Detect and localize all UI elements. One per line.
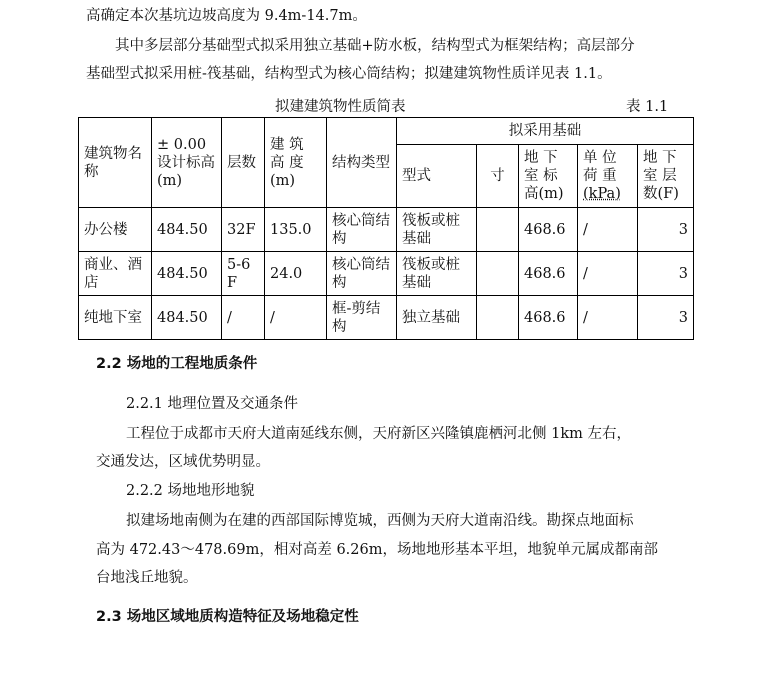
cell-basement-elev: 468.6 — [519, 296, 578, 340]
cell-height: / — [265, 296, 327, 340]
cell-name: 商业、酒店 — [79, 252, 152, 296]
header-foundation: 拟采用基础 — [397, 118, 694, 145]
cell-structure: 框-剪结构 — [327, 296, 397, 340]
section-2-2-1-line-2: 交通发达，区域优势明显。 — [96, 454, 270, 470]
cell-size — [477, 296, 519, 340]
cell-structure: 核心筒结构 — [327, 252, 397, 296]
intro-line-1: 高确定本次基坑边坡高度为 9.4m-14.7m。 — [86, 8, 367, 24]
cell-basement-floors: 3 — [638, 296, 694, 340]
cell-name: 办公楼 — [79, 208, 152, 252]
table-row — [79, 252, 694, 296]
header-load-unit: (kPa) — [583, 186, 621, 202]
header-structure: 结构类型 — [327, 118, 397, 208]
cell-height: 135.0 — [265, 208, 327, 252]
cell-load: / — [578, 252, 638, 296]
cell-basement-elev: 468.6 — [519, 208, 578, 252]
header-name: 建筑物名称 — [79, 118, 152, 208]
cell-floors: / — [222, 296, 265, 340]
header-load — [578, 145, 638, 208]
header-basement-elev: 地 下 室 标 高(m) — [519, 145, 578, 208]
table-number: 表 1.1 — [626, 99, 669, 115]
cell-size — [477, 208, 519, 252]
header-elevation: ± 0.00 设计标高(m) — [152, 118, 222, 208]
header-floors: 层数 — [222, 118, 265, 208]
cell-type: 筏板或桩基础 — [397, 252, 477, 296]
cell-basement-elev: 468.6 — [519, 252, 578, 296]
section-2-2-1-line-1: 工程位于成都市天府大道南延线东侧，天府新区兴隆镇鹿栖河北侧 1km 左右， — [126, 426, 631, 442]
cell-name: 纯地下室 — [79, 296, 152, 340]
cell-basement-floors: 3 — [638, 208, 694, 252]
cell-size — [477, 252, 519, 296]
section-2-2-2-line-1: 拟建场地南侧为在建的西部国际博览城，西侧为天府大道南沿线。勘探点地面标 — [126, 513, 634, 529]
header-basement-floors: 地 下 室 层 数(F) — [638, 145, 694, 208]
section-2-2-2-line-2: 高为 472.43～478.69m，相对高差 6.26m，场地地形基本平坦，地貌单元属成都南部 — [96, 542, 658, 558]
cell-elevation: 484.50 — [152, 252, 222, 296]
subsection-2-2-1-heading: 2.2.1 地理位置及交通条件 — [126, 396, 299, 412]
table-row — [79, 208, 694, 252]
cell-type: 筏板或桩基础 — [397, 208, 477, 252]
section-2-2-heading: 2.2 场地的工程地质条件 — [96, 356, 258, 372]
section-2-2-2-line-3: 台地浅丘地貌。 — [96, 570, 198, 586]
cell-floors: 32F — [222, 208, 265, 252]
section-2-3-heading: 2.3 场地区域地质构造特征及场地稳定性 — [96, 609, 359, 625]
cell-basement-floors: 3 — [638, 252, 694, 296]
cell-structure: 核心筒结构 — [327, 208, 397, 252]
cell-elevation: 484.50 — [152, 208, 222, 252]
cell-height: 24.0 — [265, 252, 327, 296]
table-row — [79, 296, 694, 340]
cell-floors: 5-6F — [222, 252, 265, 296]
header-load-label: 单 位 荷 重 — [583, 150, 617, 184]
subsection-2-2-2-heading: 2.2.2 场地地形地貌 — [126, 483, 255, 499]
cell-load: / — [578, 296, 638, 340]
header-height: 建 筑 高 度 (m) — [265, 118, 327, 208]
cell-elevation: 484.50 — [152, 296, 222, 340]
table-caption: 拟建建筑物性质简表 — [275, 99, 406, 115]
cell-load: / — [578, 208, 638, 252]
cell-type: 独立基础 — [397, 296, 477, 340]
header-size: 寸 — [477, 145, 519, 208]
building-properties-table — [78, 117, 694, 340]
intro-line-3: 基础型式拟采用桩-筏基础，结构型式为核心筒结构；拟建建筑物性质详见表 1.1。 — [86, 66, 612, 82]
intro-line-2: 其中多层部分基础型式拟采用独立基础+防水板，结构型式为框架结构；高层部分 — [115, 38, 635, 54]
header-type: 型式 — [397, 145, 477, 208]
